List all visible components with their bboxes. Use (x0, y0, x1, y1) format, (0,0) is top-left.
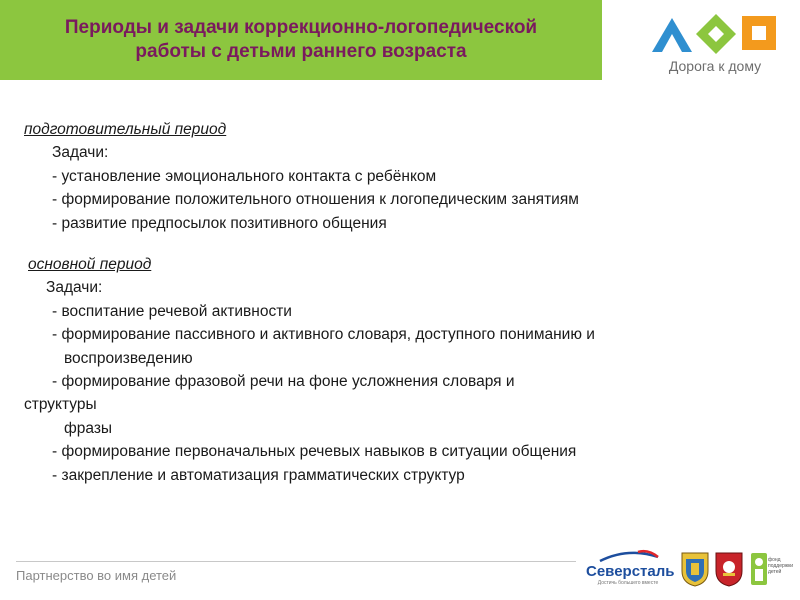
partner-name: Северсталь (586, 563, 675, 580)
list-item: - формирование первоначальных речевых навыков в ситуации общения (52, 443, 577, 461)
region-crest-icon (714, 551, 744, 587)
slide-body (24, 118, 784, 487)
section-heading-preparatory: подготовительный период (24, 121, 227, 138)
list-item: - установление эмоционального контакта с ребёнком (52, 167, 437, 185)
slide-title-line1: Периоды и задачи коррекционно-логопедической (64, 17, 538, 38)
list-item: - закрепление и автоматизация грамматических структур (52, 466, 465, 484)
list-item: - воспитание речевой активности (52, 302, 292, 320)
list-item: - формирование фразовой речи на фоне усложнения словаря и (52, 373, 515, 391)
list-item-continuation: фразы (64, 419, 113, 437)
tasks-label: Задачи: (46, 279, 103, 297)
triangle-diamond-square-logo-icon (650, 12, 780, 56)
section-heading-main: основной период (28, 256, 152, 274)
logo-text: Дорога к дому (668, 58, 762, 74)
doroga-k-domu-logo (640, 12, 790, 82)
list-item: - формирование положительного отношения к логопедическим занятиям (52, 191, 579, 209)
fund-logo-icon (750, 552, 768, 586)
list-item-continuation: структуры (24, 396, 97, 414)
list-item: - развитие предпосылок позитивного общения (52, 214, 387, 232)
tasks-label: Задачи: (52, 144, 109, 162)
city-crest-icon (680, 551, 710, 587)
slide-title-line2: работы с детьми раннего возраста (135, 41, 467, 62)
list-item-continuation: воспроизведению (64, 349, 193, 367)
fund-text: фонд поддержки детей (768, 557, 794, 575)
footer-divider (16, 561, 576, 562)
title-band (0, 0, 602, 80)
section-spacer (24, 235, 784, 253)
footer-tagline: Партнерство во имя детей (16, 568, 177, 583)
fund-logo (750, 551, 794, 587)
severstal-logo (586, 549, 675, 589)
list-item: - формирование пассивного и активного словаря, доступного пониманию и (52, 326, 595, 344)
partner-slogan: Достичь большего вместе (597, 580, 659, 586)
